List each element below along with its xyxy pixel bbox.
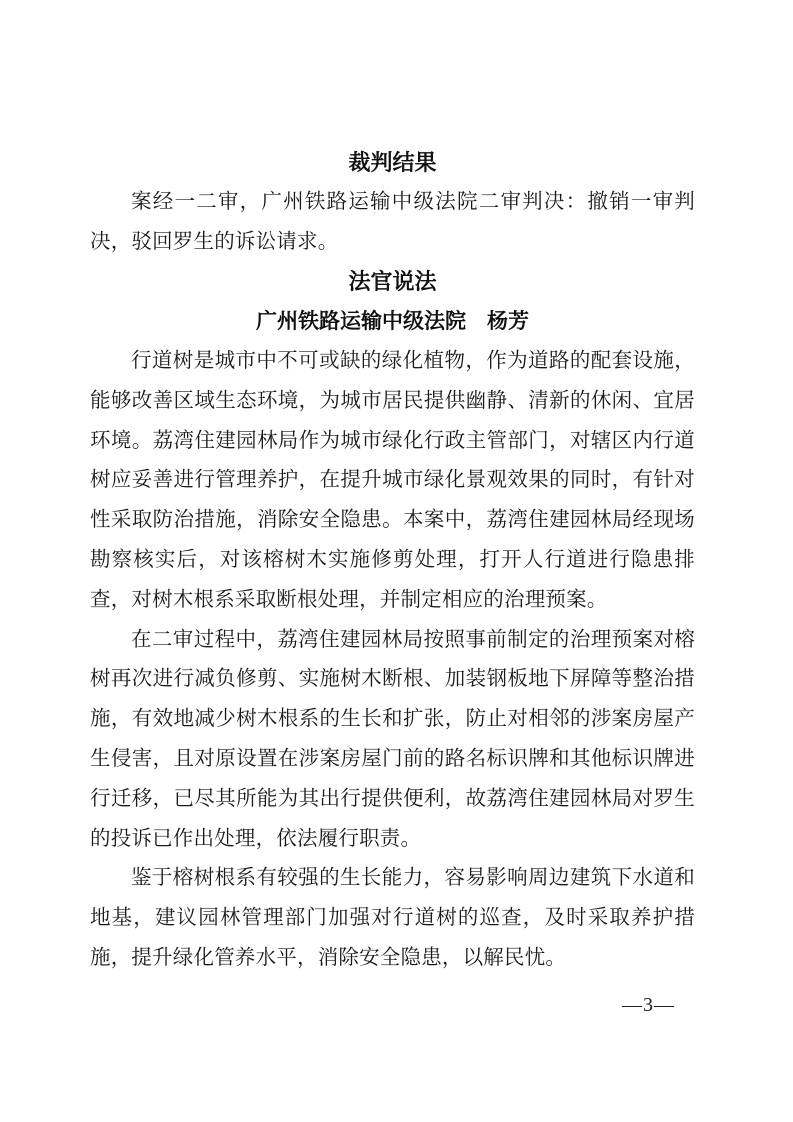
commentary-byline: 广州铁路运输中级法院 杨芳	[256, 310, 529, 334]
document-content	[90, 143, 695, 979]
commentary-paragraph-1: 行道树是城市中不可或缺的绿化植物，作为道路的配套设施，能够改善区域生态环境，为城市居民提供幽静、清新的休闲、宜居环境。荔湾住建园林局作为城市绿化行政主管部门，对辖区内行道树应妥善进行管理养护，在提升城市绿化景观效果的同时，有针对性采取防治措施，消除安全隐患。本案中，荔湾住建园林局经现场勘察核实后，对该榕树木实施修剪处理，打开人行道进行隐患排查，对树木根系采取断根处理，并制定相应的治理预案。	[90, 349, 695, 611]
commentary-paragraph-2: 在二审过程中，荔湾住建园林局按照事前制定的治理预案对榕树再次进行减负修剪、实施树木断根、加装钢板地下屏障等整治措施，有效地减少树木根系的生长和扩张，防止对相邻的涉案房屋产生侵害，且对原设置在涉案房屋门前的路名标识牌和其他标识牌进行迁移，已尽其所能为其出行提供便利，故荔湾住建园林局对罗生的投诉已作出处理，依法履行职责。	[90, 628, 695, 850]
commentary-paragraph-3: 鉴于榕树根系有较强的生长能力，容易影响周边建筑下水道和地基，建议园林管理部门加强对行道树的巡查，及时采取养护措施，提升绿化管养水平，消除安全隐患，以解民忧。	[90, 867, 695, 969]
section-heading-judge-commentary: 法官说法	[348, 269, 437, 295]
section-heading-judgment-result: 裁判结果	[348, 150, 437, 175]
judgment-result-paragraph: 案经一二审，广州铁路运输中级法院二审判决：撤销一审判决，驳回罗生的诉讼请求。	[90, 190, 695, 253]
page-number: —3—	[622, 994, 675, 1016]
